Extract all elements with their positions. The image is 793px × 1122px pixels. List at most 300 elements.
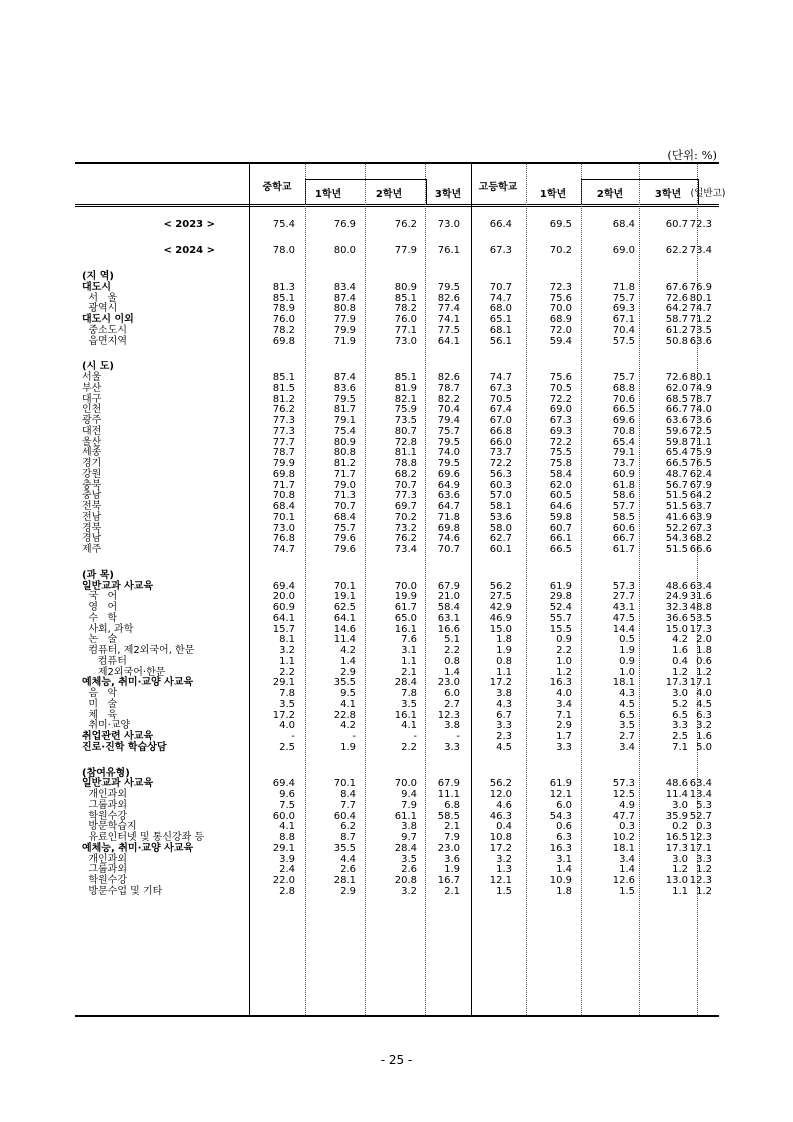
cell-value: 70.6 bbox=[612, 393, 635, 405]
cell-value: 9.7 bbox=[401, 832, 417, 843]
row-label: 학원수강 bbox=[82, 810, 127, 822]
cell-value: 70.5 bbox=[489, 393, 512, 405]
row-label: 컴퓨터, 제2외국어, 한문 bbox=[82, 645, 195, 656]
cell-value: 60.7 bbox=[665, 219, 688, 230]
cell-value: 75.6 bbox=[549, 292, 572, 304]
table-row bbox=[75, 624, 719, 635]
cell-value: 2.2 bbox=[556, 645, 572, 656]
row-label: 경남 bbox=[82, 533, 102, 545]
cell-value: 16.5 bbox=[665, 832, 688, 843]
cell-value: 15.0 bbox=[665, 623, 688, 635]
cell-value: 67.3 bbox=[489, 382, 512, 394]
table-row bbox=[75, 613, 719, 624]
cell-value: 23.0 bbox=[437, 842, 460, 854]
cell-value: 7.1 bbox=[672, 741, 688, 753]
cell-value: 3.0 bbox=[672, 853, 688, 865]
row-label: 부산 bbox=[82, 382, 102, 394]
cell-value: 67.3 bbox=[489, 245, 512, 256]
cell-value: 77.1 bbox=[394, 324, 417, 336]
cell-value: 2.6 bbox=[401, 864, 417, 876]
cell-value: 28.4 bbox=[394, 677, 417, 689]
table-header bbox=[75, 164, 726, 205]
cell-value: 81.3 bbox=[272, 281, 295, 293]
cell-value: 80.1 bbox=[689, 292, 712, 304]
column-header: 2학년 bbox=[375, 189, 403, 200]
cell-value: 59.6 bbox=[665, 425, 688, 437]
header-rule bbox=[75, 206, 719, 207]
cell-value: 69.8 bbox=[272, 468, 295, 480]
table-row bbox=[75, 602, 719, 613]
cell-value: 29.1 bbox=[272, 677, 295, 689]
cell-value: 0.2 bbox=[672, 821, 688, 833]
cell-value: 12.1 bbox=[549, 789, 572, 800]
cell-value: 67.3 bbox=[549, 415, 572, 426]
row-label: 방문수업 및 기타 bbox=[82, 885, 163, 897]
stats-table bbox=[75, 162, 726, 1017]
cell-value: 10.8 bbox=[489, 832, 512, 843]
cell-value: 5.3 bbox=[696, 799, 712, 811]
cell-value: 72.2 bbox=[549, 436, 572, 448]
row-label: 그룹과외 bbox=[82, 799, 127, 811]
table-row bbox=[75, 645, 719, 656]
cell-value: 68.4 bbox=[272, 501, 295, 512]
cell-value: 78.0 bbox=[272, 245, 295, 256]
cell-value: 53.6 bbox=[489, 511, 512, 523]
cell-value: 73.2 bbox=[394, 522, 417, 534]
row-label: 충남 bbox=[82, 490, 102, 502]
cell-value: 71.9 bbox=[333, 335, 356, 347]
cell-value: 73.0 bbox=[272, 522, 295, 534]
column-header: (일반고) bbox=[690, 188, 726, 199]
cell-value: 52.7 bbox=[689, 810, 712, 822]
cell-value: 1.9 bbox=[619, 645, 635, 656]
cell-value: 69.0 bbox=[612, 245, 635, 256]
cell-value: 0.3 bbox=[696, 821, 712, 833]
table-row bbox=[75, 383, 719, 394]
cell-value: 1.8 bbox=[556, 885, 572, 897]
cell-value: 58.7 bbox=[665, 314, 688, 325]
cell-value: 22.0 bbox=[272, 875, 295, 886]
cell-value: 54.3 bbox=[665, 533, 688, 545]
row-label: 충북 bbox=[82, 479, 102, 491]
cell-value: 77.7 bbox=[272, 436, 295, 448]
cell-value: 29.1 bbox=[272, 842, 295, 854]
row-label: 예체능, 취미·교양 사교육 bbox=[82, 677, 194, 689]
row-label: 방문학습지 bbox=[82, 821, 137, 833]
cell-value: 17.1 bbox=[689, 842, 712, 854]
cell-value: 7.7 bbox=[340, 799, 356, 811]
cell-value: 61.2 bbox=[665, 324, 688, 336]
cell-value: 18.1 bbox=[612, 842, 635, 854]
row-label: 강원 bbox=[82, 468, 102, 480]
cell-value: 1.0 bbox=[556, 655, 572, 667]
cell-value: 70.1 bbox=[333, 580, 356, 592]
cell-value: 66.0 bbox=[489, 436, 512, 448]
column-header: 1학년 bbox=[539, 189, 567, 200]
cell-value: 7.6 bbox=[401, 634, 417, 646]
cell-value: 68.1 bbox=[489, 324, 512, 336]
cell-value: 2.6 bbox=[340, 864, 356, 876]
row-label: 논 술 bbox=[82, 634, 118, 646]
cell-value: 8.4 bbox=[340, 789, 356, 800]
cell-value: 64.7 bbox=[437, 501, 460, 512]
cell-value: 6.0 bbox=[556, 799, 572, 811]
cell-value: 79.9 bbox=[272, 458, 295, 469]
cell-value: 79.5 bbox=[333, 393, 356, 405]
column-header: 3학년 bbox=[654, 189, 682, 200]
cell-value: 20.0 bbox=[272, 591, 295, 603]
table-row bbox=[75, 854, 719, 865]
cell-value: 78.9 bbox=[272, 303, 295, 315]
cell-value: 77.3 bbox=[394, 490, 417, 502]
cell-value: 60.6 bbox=[612, 522, 635, 534]
row-label: < 2024 > bbox=[163, 245, 215, 256]
cell-value: 1.9 bbox=[496, 645, 512, 656]
cell-value: 62.7 bbox=[489, 533, 512, 545]
cell-value: 70.5 bbox=[549, 382, 572, 394]
row-label: 울산 bbox=[82, 436, 102, 448]
cell-value: 15.0 bbox=[489, 623, 512, 635]
cell-value: 48.6 bbox=[665, 580, 688, 592]
cell-value: 57.7 bbox=[612, 501, 635, 512]
cell-value: 9.5 bbox=[340, 688, 356, 699]
cell-value: 67.6 bbox=[665, 281, 688, 293]
row-label: 경기 bbox=[82, 458, 102, 469]
table-row bbox=[75, 303, 719, 314]
cell-value: 17.3 bbox=[689, 623, 712, 635]
cell-value: 5.2 bbox=[672, 698, 688, 710]
row-label: (과 목) bbox=[82, 569, 114, 581]
cell-value: 63.1 bbox=[437, 612, 460, 624]
cell-value: 24.9 bbox=[665, 591, 688, 603]
cell-value: 79.5 bbox=[437, 436, 460, 448]
cell-value: 6.2 bbox=[340, 821, 356, 833]
cell-value: 76.2 bbox=[394, 219, 417, 230]
cell-value: 62.0 bbox=[665, 382, 688, 394]
cell-value: 1.5 bbox=[496, 885, 512, 897]
cell-value: 21.0 bbox=[437, 591, 460, 603]
cell-value: 61.1 bbox=[394, 810, 417, 822]
cell-value: 4.6 bbox=[496, 799, 512, 811]
cell-value: 12.1 bbox=[489, 875, 512, 886]
cell-value: 19.9 bbox=[394, 591, 417, 603]
cell-value: 0.6 bbox=[556, 821, 572, 833]
table-row bbox=[75, 843, 719, 854]
row-label: 대도시 bbox=[82, 281, 111, 293]
cell-value: 6.5 bbox=[619, 709, 635, 721]
cell-value: 2.1 bbox=[444, 821, 460, 833]
cell-value: 3.3 bbox=[556, 741, 572, 753]
cell-value: 11.1 bbox=[437, 789, 460, 800]
cell-value: 74.0 bbox=[689, 404, 712, 416]
cell-value: 2.9 bbox=[556, 720, 572, 732]
cell-value: 80.9 bbox=[394, 281, 417, 293]
cell-value: 70.8 bbox=[612, 425, 635, 437]
unit-label: (단위: %) bbox=[667, 148, 717, 162]
row-label: 체 육 bbox=[82, 709, 118, 721]
row-label: 서 울 bbox=[82, 292, 118, 304]
row-label: 음 악 bbox=[82, 688, 118, 699]
cell-value: 79.4 bbox=[437, 415, 460, 426]
cell-value: 69.6 bbox=[612, 415, 635, 426]
cell-value: 4.0 bbox=[696, 688, 712, 699]
cell-value: 6.8 bbox=[444, 799, 460, 811]
row-label: < 2023 > bbox=[163, 219, 215, 230]
cell-value: 75.5 bbox=[549, 447, 572, 459]
cell-value: 3.1 bbox=[556, 853, 572, 865]
cell-value: 73.0 bbox=[394, 335, 417, 347]
cell-value: 1.4 bbox=[556, 864, 572, 876]
cell-value: 58.4 bbox=[549, 468, 572, 480]
cell-value: 62.2 bbox=[665, 245, 688, 256]
cell-value: 67.9 bbox=[437, 580, 460, 592]
cell-value: 0.3 bbox=[619, 821, 635, 833]
cell-value: 57.0 bbox=[489, 490, 512, 502]
cell-value: 68.4 bbox=[612, 219, 635, 230]
cell-value: 54.3 bbox=[549, 810, 572, 822]
column-header: 고등학교 bbox=[478, 182, 518, 193]
row-label: 전북 bbox=[82, 501, 102, 512]
cell-value: 77.9 bbox=[333, 314, 356, 325]
cell-value: 73.4 bbox=[394, 544, 417, 555]
cell-value: 72.3 bbox=[689, 219, 712, 230]
cell-value: 65.4 bbox=[612, 436, 635, 448]
cell-value: 0.9 bbox=[556, 634, 572, 646]
cell-value: 70.7 bbox=[394, 479, 417, 491]
cell-value: 7.1 bbox=[556, 709, 572, 721]
cell-value: 64.1 bbox=[437, 335, 460, 347]
cell-value: 66.1 bbox=[549, 533, 572, 545]
column-header: 3학년 bbox=[434, 189, 462, 200]
cell-value: 75.7 bbox=[333, 522, 356, 534]
cell-value: 58.1 bbox=[489, 501, 512, 512]
cell-value: 73.7 bbox=[489, 447, 512, 459]
cell-value: 2.3 bbox=[496, 731, 512, 742]
cell-value: 17.1 bbox=[689, 677, 712, 689]
cell-value: 87.4 bbox=[333, 372, 356, 383]
cell-value: 74.7 bbox=[489, 372, 512, 383]
cell-value: 1.2 bbox=[672, 864, 688, 876]
cell-value: 62.5 bbox=[333, 602, 356, 613]
table-row bbox=[75, 581, 719, 592]
row-label: 전남 bbox=[82, 511, 102, 523]
cell-value: 66.8 bbox=[489, 425, 512, 437]
cell-value: 85.1 bbox=[272, 372, 295, 383]
cell-value: 58.5 bbox=[437, 810, 460, 822]
cell-value: 1.4 bbox=[619, 864, 635, 876]
row-label: (시 도) bbox=[82, 361, 114, 373]
cell-value: 75.7 bbox=[612, 372, 635, 383]
cell-value: 12.5 bbox=[612, 789, 635, 800]
cell-value: 73.6 bbox=[689, 415, 712, 426]
cell-value: 15.7 bbox=[272, 623, 295, 635]
cell-value: 67.1 bbox=[612, 314, 635, 325]
cell-value: 68.5 bbox=[665, 393, 688, 405]
cell-value: 5.0 bbox=[696, 741, 712, 753]
cell-value: 65.0 bbox=[394, 612, 417, 624]
cell-value: 1.8 bbox=[496, 634, 512, 646]
cell-value: 60.5 bbox=[549, 490, 572, 502]
cell-value: 85.1 bbox=[394, 292, 417, 304]
cell-value: 60.4 bbox=[333, 810, 356, 822]
cell-value: 56.2 bbox=[489, 580, 512, 592]
cell-value: 2.5 bbox=[672, 731, 688, 742]
cell-value: 71.2 bbox=[689, 314, 712, 325]
cell-value: 2.7 bbox=[444, 698, 460, 710]
row-label: 취미·교양 bbox=[82, 720, 131, 732]
cell-value: 71.8 bbox=[437, 511, 460, 523]
table-row bbox=[75, 469, 719, 480]
cell-value: 3.0 bbox=[672, 799, 688, 811]
cell-value: 57.3 bbox=[612, 580, 635, 592]
cell-value: 75.8 bbox=[549, 458, 572, 469]
table-row bbox=[75, 720, 719, 731]
cell-value: 79.6 bbox=[333, 533, 356, 545]
cell-value: 67.3 bbox=[689, 522, 712, 534]
cell-value: 4.5 bbox=[619, 698, 635, 710]
cell-value: 2.2 bbox=[279, 666, 295, 678]
cell-value: 12.6 bbox=[612, 875, 635, 886]
row-label: 유료인터넷 및 통신강좌 등 bbox=[82, 832, 205, 843]
cell-value: 4.2 bbox=[340, 720, 356, 732]
cell-value: 3.8 bbox=[496, 688, 512, 699]
table-row bbox=[75, 886, 719, 897]
cell-value: 35.9 bbox=[665, 810, 688, 822]
cell-value: 23.0 bbox=[437, 677, 460, 689]
cell-value: 71.7 bbox=[333, 468, 356, 480]
cell-value: 7.5 bbox=[279, 799, 295, 811]
cell-value: 4.5 bbox=[696, 698, 712, 710]
cell-value: 62.0 bbox=[549, 479, 572, 491]
cell-value: 76.9 bbox=[689, 281, 712, 293]
column-header: 2학년 bbox=[596, 189, 624, 200]
cell-value: 64.6 bbox=[549, 501, 572, 512]
cell-value: 77.3 bbox=[272, 425, 295, 437]
table-row bbox=[75, 325, 719, 336]
cell-value: 67.9 bbox=[437, 778, 460, 790]
table-row bbox=[75, 875, 719, 886]
cell-value: 1.9 bbox=[444, 864, 460, 876]
cell-value: 3.8 bbox=[401, 821, 417, 833]
table-row bbox=[75, 533, 719, 544]
cell-value: 57.5 bbox=[612, 335, 635, 347]
cell-value: 83.4 bbox=[333, 281, 356, 293]
cell-value: 3.3 bbox=[444, 741, 460, 753]
cell-value: 16.1 bbox=[394, 623, 417, 635]
cell-value: 1.2 bbox=[696, 864, 712, 876]
cell-value: 3.5 bbox=[401, 698, 417, 710]
table-row bbox=[75, 458, 719, 469]
cell-value: 59.8 bbox=[665, 436, 688, 448]
cell-value: 4.3 bbox=[619, 688, 635, 699]
cell-value: 0.8 bbox=[444, 655, 460, 667]
cell-value: 81.1 bbox=[394, 447, 417, 459]
cell-value: 76.2 bbox=[272, 404, 295, 416]
cell-value: 43.1 bbox=[612, 602, 635, 613]
cell-value: 72.5 bbox=[689, 425, 712, 437]
table-row bbox=[75, 731, 719, 742]
cell-value: 80.8 bbox=[333, 303, 356, 315]
cell-value: 47.5 bbox=[612, 612, 635, 624]
cell-value: 0.6 bbox=[696, 655, 712, 667]
cell-value: 16.3 bbox=[549, 677, 572, 689]
cell-value: 70.1 bbox=[333, 778, 356, 790]
cell-value: 4.2 bbox=[340, 645, 356, 656]
cell-value: 64.9 bbox=[437, 479, 460, 491]
cell-value: 68.0 bbox=[489, 303, 512, 315]
table-row bbox=[75, 447, 719, 458]
cell-value: 73.4 bbox=[689, 245, 712, 256]
row-label: 제2외국어·한문 bbox=[82, 666, 166, 678]
cell-value: 52.2 bbox=[665, 522, 688, 534]
cell-value: 75.7 bbox=[437, 425, 460, 437]
cell-value: 74.7 bbox=[489, 292, 512, 304]
cell-value: 74.7 bbox=[272, 544, 295, 555]
cell-value: 16.3 bbox=[549, 842, 572, 854]
cell-value: 85.1 bbox=[272, 292, 295, 304]
cell-value: 51.5 bbox=[665, 490, 688, 502]
cell-value: 1.9 bbox=[340, 741, 356, 753]
cell-value: 3.3 bbox=[696, 853, 712, 865]
cell-value: 68.8 bbox=[612, 382, 635, 394]
cell-value: 64.2 bbox=[665, 303, 688, 315]
cell-value: 85.1 bbox=[394, 372, 417, 383]
cell-value: 8.1 bbox=[279, 634, 295, 646]
cell-value: 69.3 bbox=[612, 303, 635, 315]
cell-value: 46.3 bbox=[489, 810, 512, 822]
cell-value: 67.9 bbox=[689, 479, 712, 491]
cell-value: 63.9 bbox=[689, 511, 712, 523]
cell-value: 65.1 bbox=[489, 314, 512, 325]
cell-value: 78.8 bbox=[394, 458, 417, 469]
cell-value: 3.1 bbox=[401, 645, 417, 656]
cell-value: 17.2 bbox=[272, 709, 295, 721]
cell-value: 20.8 bbox=[394, 875, 417, 886]
cell-value: 7.8 bbox=[401, 688, 417, 699]
cell-value: 77.9 bbox=[394, 245, 417, 256]
row-label: 미 술 bbox=[82, 698, 118, 710]
row-label: 일반교과 사교육 bbox=[82, 580, 154, 592]
cell-value: 71.8 bbox=[612, 281, 635, 293]
cell-value: 4.1 bbox=[340, 698, 356, 710]
cell-value: 3.2 bbox=[696, 720, 712, 732]
cell-value: 58.5 bbox=[612, 511, 635, 523]
cell-value: 3.4 bbox=[619, 741, 635, 753]
grade-header-group bbox=[581, 179, 699, 204]
cell-value: 69.8 bbox=[272, 335, 295, 347]
cell-value: 2.1 bbox=[444, 885, 460, 897]
table-row bbox=[75, 271, 719, 282]
cell-value: 3.0 bbox=[672, 688, 688, 699]
table-row bbox=[75, 789, 719, 800]
cell-value: 12.3 bbox=[689, 832, 712, 843]
cell-value: 80.9 bbox=[333, 436, 356, 448]
table-row bbox=[75, 710, 719, 721]
cell-value: 78.7 bbox=[689, 393, 712, 405]
cell-value: 2.5 bbox=[279, 741, 295, 753]
cell-value: 51.5 bbox=[665, 501, 688, 512]
cell-value: 70.4 bbox=[612, 324, 635, 336]
table-row bbox=[75, 544, 719, 555]
table-row bbox=[75, 821, 719, 832]
table-row bbox=[75, 656, 719, 667]
cell-value: 70.4 bbox=[437, 404, 460, 416]
cell-value: 8.8 bbox=[279, 832, 295, 843]
table-row bbox=[75, 811, 719, 822]
cell-value: 77.3 bbox=[272, 415, 295, 426]
cell-value: 70.2 bbox=[549, 245, 572, 256]
cell-value: 70.1 bbox=[272, 511, 295, 523]
